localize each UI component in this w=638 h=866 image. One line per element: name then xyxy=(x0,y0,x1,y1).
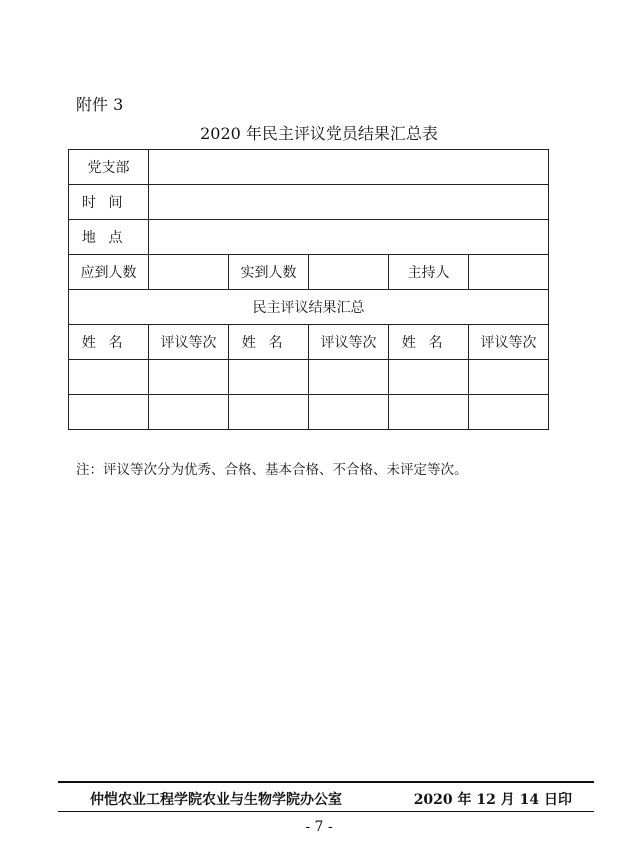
host-label: 主持人 xyxy=(389,255,469,290)
page-number: - 7 - xyxy=(305,819,333,835)
name-cell[interactable] xyxy=(69,360,149,395)
actual-count-label: 实到人数 xyxy=(229,255,309,290)
name-cell[interactable] xyxy=(69,395,149,430)
issuing-office: 仲恺农业工程学院农业与生物学院办公室 xyxy=(90,792,342,808)
grade-cell[interactable] xyxy=(469,360,549,395)
name-cell[interactable] xyxy=(229,360,309,395)
table-row xyxy=(69,290,549,325)
column-header-grade: 评议等次 xyxy=(469,325,549,360)
attachment-label: 附件 3 xyxy=(76,95,124,114)
grade-cell[interactable] xyxy=(309,360,389,395)
host-cell[interactable] xyxy=(469,255,549,290)
name-cell[interactable] xyxy=(389,395,469,430)
footer-top-rule xyxy=(58,781,594,783)
print-date: 2020 年 12 月 14 日印 xyxy=(413,792,572,808)
actual-count-cell[interactable] xyxy=(309,255,389,290)
branch-value-cell[interactable] xyxy=(149,150,549,185)
column-header-grade: 评议等次 xyxy=(309,325,389,360)
branch-label: 党支部 xyxy=(69,150,149,185)
grade-cell[interactable] xyxy=(309,395,389,430)
grade-cell[interactable] xyxy=(469,395,549,430)
place-label: 地点 xyxy=(69,220,149,255)
footer-bottom-rule xyxy=(58,811,594,812)
time-label: 时间 xyxy=(69,185,149,220)
table-header-row xyxy=(69,325,549,360)
footnote: 注：评议等次分为优秀、合格、基本合格、不合格、未评定等次。 xyxy=(76,462,468,478)
time-value-cell[interactable] xyxy=(149,185,549,220)
place-value-cell[interactable] xyxy=(149,220,549,255)
table-row xyxy=(69,150,549,185)
grade-cell[interactable] xyxy=(149,360,229,395)
expected-count-label: 应到人数 xyxy=(69,255,149,290)
column-header-name: 姓名 xyxy=(389,325,469,360)
column-header-name: 姓名 xyxy=(229,325,309,360)
evaluation-summary-table xyxy=(68,149,549,430)
name-cell[interactable] xyxy=(389,360,469,395)
expected-count-cell[interactable] xyxy=(149,255,229,290)
name-cell[interactable] xyxy=(229,395,309,430)
document-title: 2020 年民主评议党员结果汇总表 xyxy=(200,124,438,143)
table-row xyxy=(69,185,549,220)
table-row xyxy=(69,255,549,290)
table-row xyxy=(69,360,549,395)
column-header-name: 姓名 xyxy=(69,325,149,360)
summary-header: 民主评议结果汇总 xyxy=(69,290,549,325)
column-header-grade: 评议等次 xyxy=(149,325,229,360)
table-row xyxy=(69,220,549,255)
grade-cell[interactable] xyxy=(149,395,229,430)
table-row xyxy=(69,395,549,430)
